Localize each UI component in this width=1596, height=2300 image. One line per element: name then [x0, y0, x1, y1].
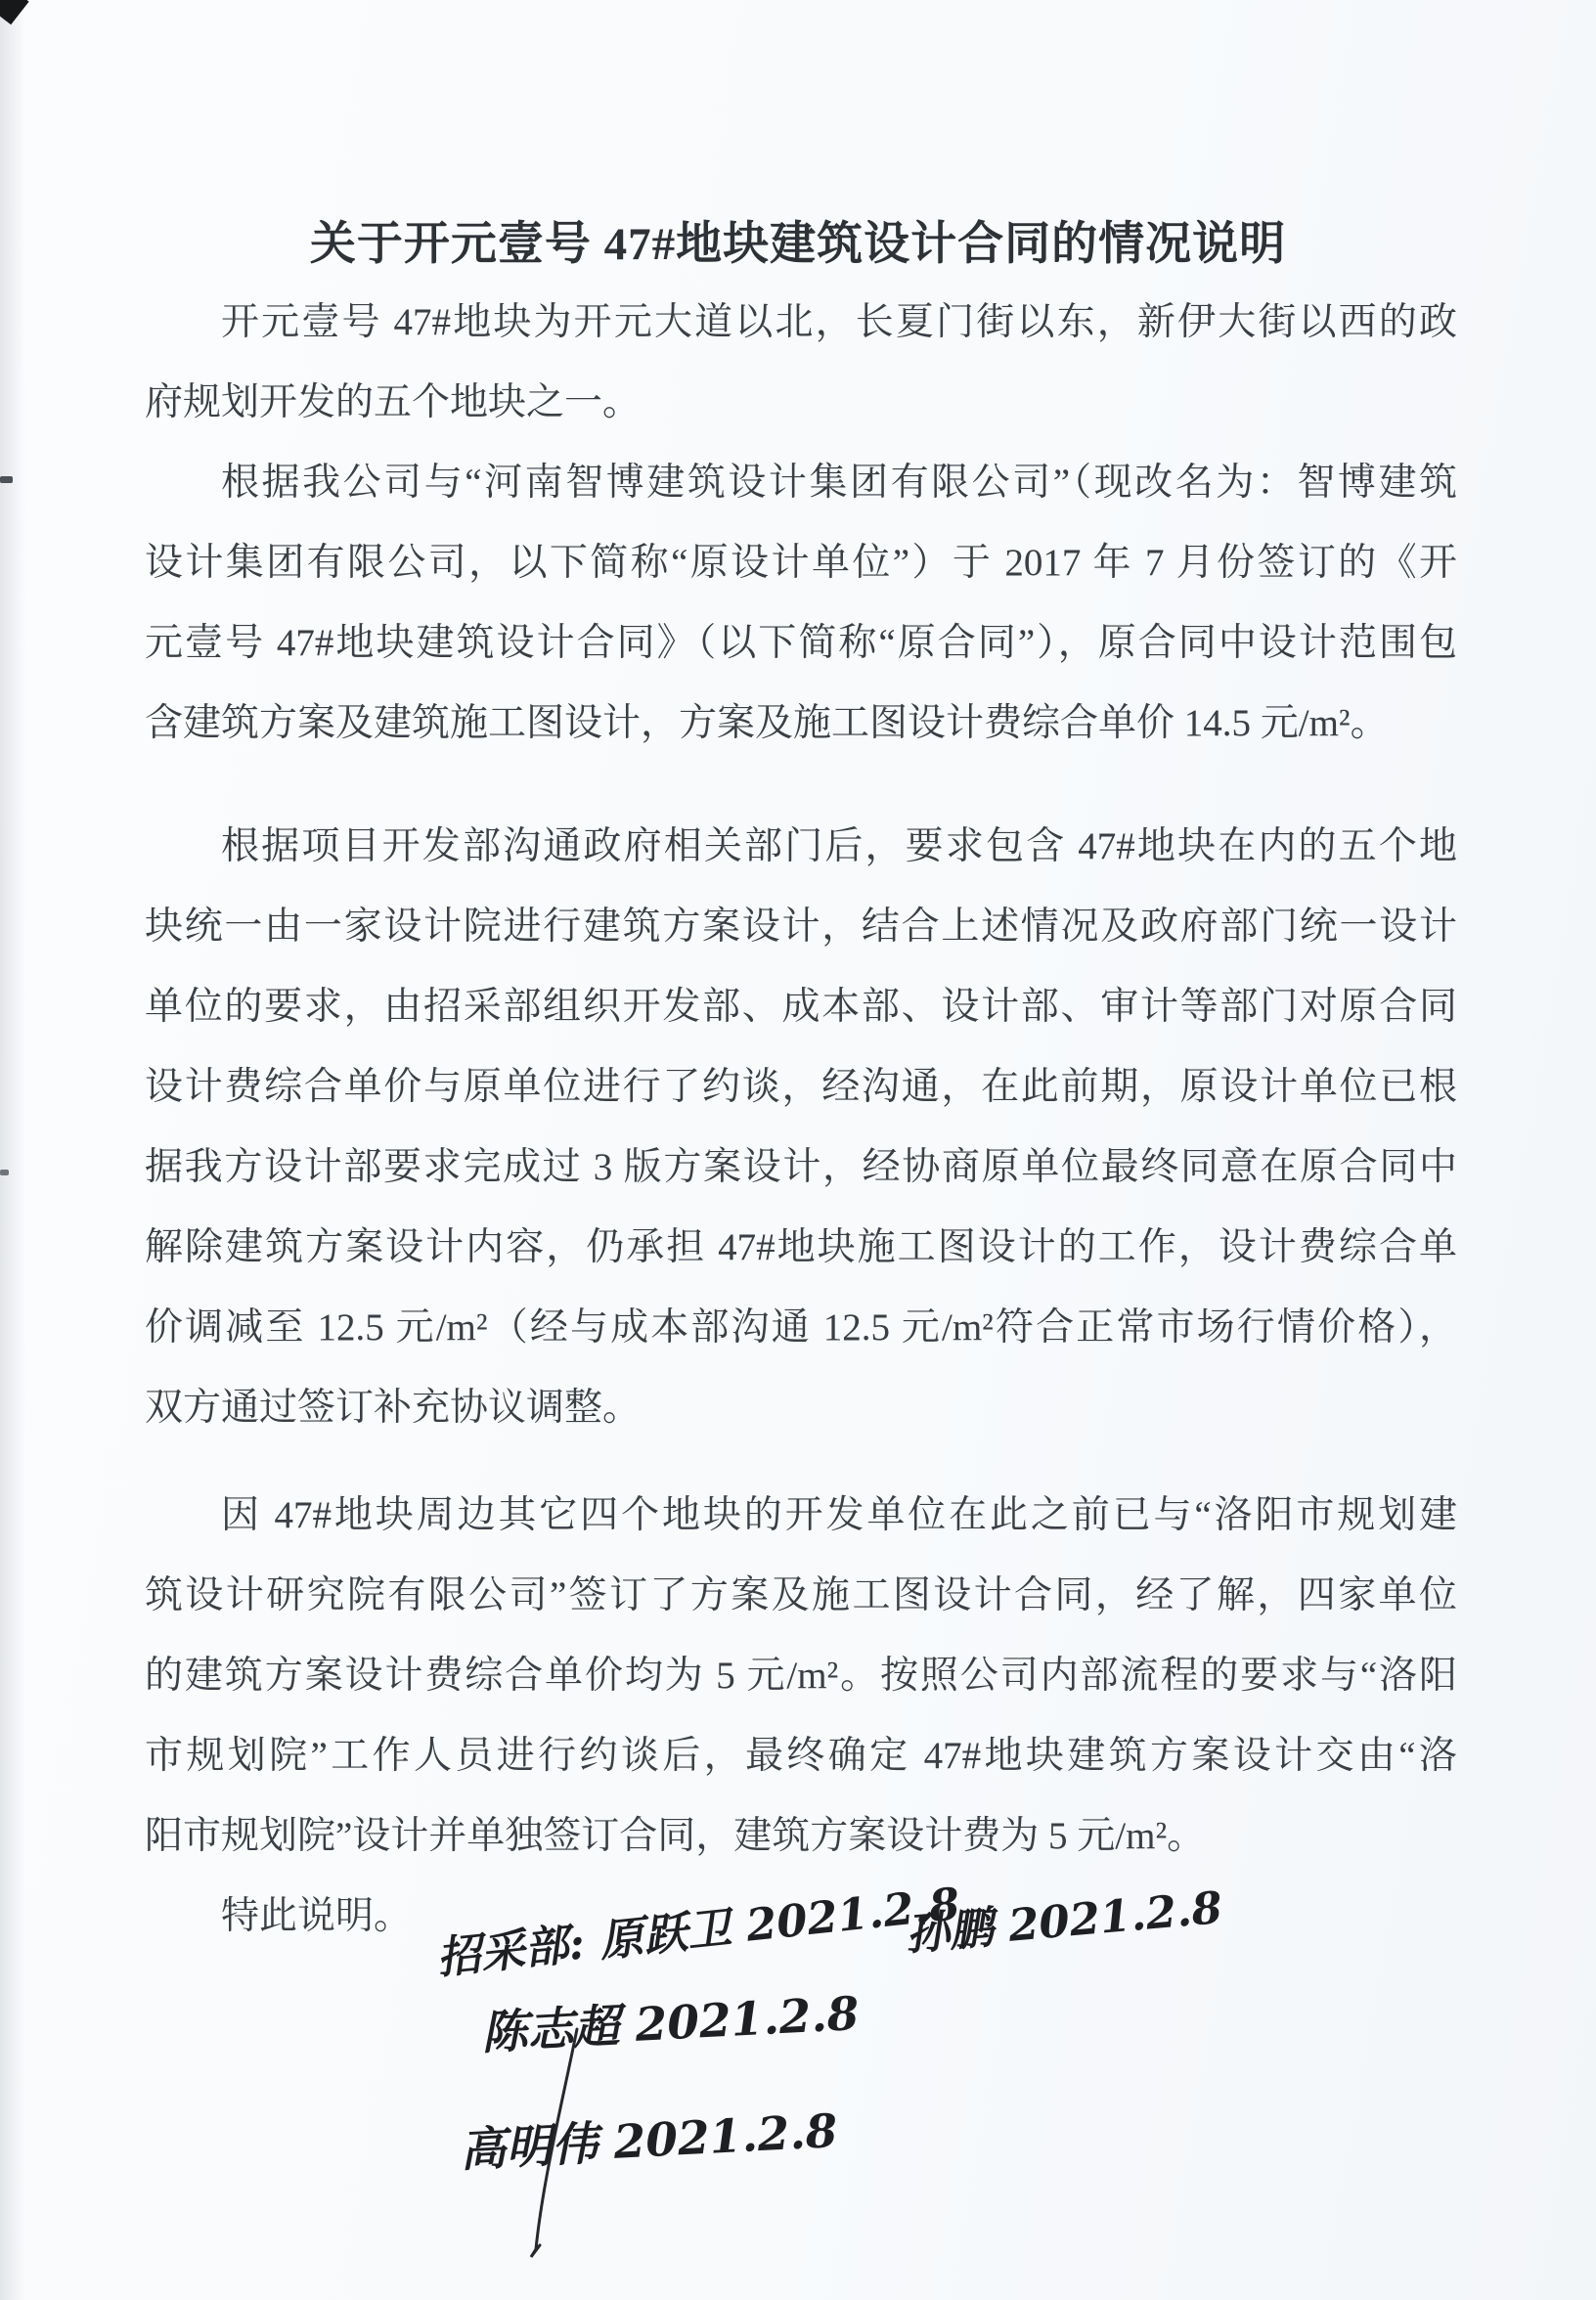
- text-line: 根据我公司与“河南智博建筑设计集团有限公司”（现改名为：智博建筑: [221, 462, 1457, 504]
- text-line: 双方通过签订补充协议调整。: [145, 1387, 642, 1429]
- text-line: 据我方设计部要求完成过 3 版方案设计，经协商原单位最终同意在原合同中: [145, 1146, 1457, 1188]
- scan-edge-shadow: [0, 0, 25, 2300]
- text-line: 开元壹号 47#地块为开元大道以北，长夏门街以东，新伊大街以西的政: [221, 301, 1457, 343]
- document-title: 关于开元壹号 47#地块建筑设计合同的情况说明: [309, 219, 1287, 270]
- text-line: 因 47#地块周边其它四个地块的开发单位在此之前已与“洛阳市规划建: [221, 1494, 1457, 1536]
- text-line: 的建筑方案设计费综合单价均为 5 元/m²。按照公司内部流程的要求与“洛阳: [145, 1655, 1457, 1697]
- signature-zhaocaibu-yuanyuewei: 招采部: 原跃卫 2021.2.8: [434, 1878, 962, 1984]
- text-line: 单位的要求，由招采部组织开发部、成本部、设计部、审计等部门对原合同: [145, 986, 1457, 1028]
- document-body: [145, 283, 1457, 1957]
- text-line: 元壹号 47#地块建筑设计合同》（以下简称“原合同”），原合同中设计范围包: [145, 622, 1457, 664]
- signature-chenzhichao: 陈志超 2021.2.8: [480, 1986, 861, 2061]
- text-line: 价调减至 12.5 元/m²（经与成本部沟通 12.5 元/m²符合正常市场行情价格），: [145, 1306, 1457, 1349]
- text-line: 块统一由一家设计院进行建筑方案设计，结合上述情况及政府部门统一设计: [145, 906, 1457, 948]
- text-line: 设计费综合单价与原单位进行了约谈，经沟通，在此前期，原设计单位已根: [145, 1066, 1457, 1108]
- signature-gaomingwei: 高明伟 2021.2.8: [459, 2103, 839, 2179]
- text-line: 府规划开发的五个地块之一。: [145, 381, 642, 423]
- text-line: 解除建筑方案设计内容，仍承担 47#地块施工图设计的工作，设计费综合单: [145, 1226, 1457, 1268]
- scan-edge-artifact: [0, 476, 13, 483]
- text-line: 根据项目开发部沟通政府相关部门后，要求包含 47#地块在内的五个地: [221, 825, 1457, 867]
- text-line: 筑设计研究院有限公司”签订了方案及施工图设计合同，经了解，四家单位: [145, 1574, 1457, 1616]
- text-line: 含建筑方案及建筑施工图设计，方案及施工图设计费综合单价 14.5 元/m²。: [145, 702, 1389, 744]
- signature-sunpeng: 孙鹏 2021.2.8: [903, 1880, 1224, 1962]
- scan-edge-artifact: [0, 1170, 9, 1175]
- text-line: 特此说明。: [221, 1895, 413, 1937]
- text-line: 阳市规划院”设计并单独签订合同，建筑方案设计费为 5 元/m²。: [145, 1815, 1206, 1857]
- text-line: 市规划院”工作人员进行约谈后，最终确定 47#地块建筑方案设计交由“洛: [145, 1735, 1457, 1777]
- text-line: 设计集团有限公司，以下简称“原设计单位”）于 2017 年 7 月份签订的《开: [145, 542, 1457, 584]
